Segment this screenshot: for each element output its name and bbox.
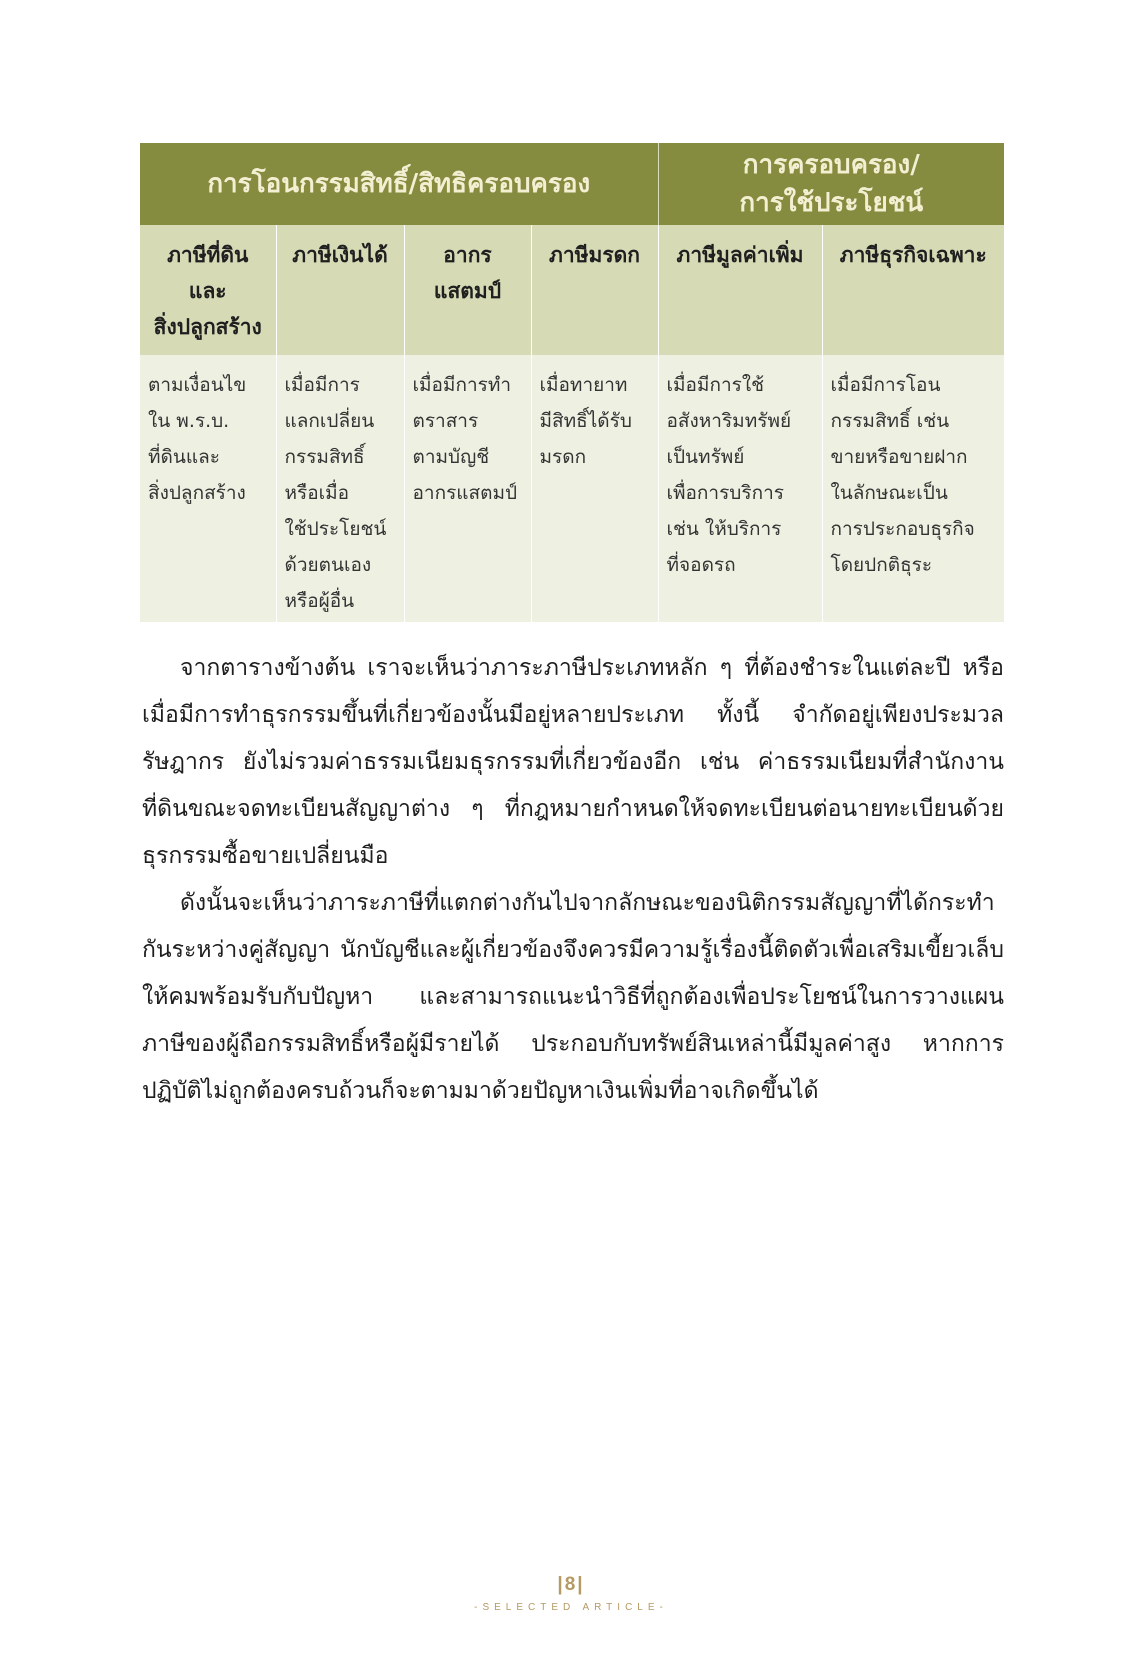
column-header-income-tax: ภาษีเงินได้: [276, 225, 404, 355]
table-cell-income-tax: เมื่อมีการ แลกเปลี่ยน กรรมสิทธิ์ หรือเมื่อ ใช้ประโยชน์ ด้วยตนเอง หรือผู้อื่น: [276, 355, 404, 622]
page-number: |8|: [557, 1574, 585, 1595]
table-cell-inheritance-tax: เมื่อทายาท มีสิทธิ์ได้รับ มรดก: [531, 355, 658, 622]
tax-table-container: [140, 143, 1004, 622]
article-paragraph: จากตารางข้างต้น เราจะเห็นว่าภาระภาษีประเภทหลัก ๆ ที่ต้องชำระในแต่ละปี หรือเมื่อมีการทำธุรกรรมขึ้นที่เกี่ยวข้องนั้นมีอยู่หลายประเภท ทั้งนี้ จำกัดอยู่เพียงประมวลรัษฎากร ยังไม่รวมค่าธรรมเนียมธุรกรรมที่เกี่ยวข้องอีก เช่น ค่าธรรมเนียมที่สำนักงานที่ดินขณะจดทะเบียนสัญญาต่าง ๆ ที่กฎหมายกำหนดให้จดทะเบียนต่อนายทะเบียนด้วยธุรกรรมซื้อขายเปลี่ยนมือ: [142, 655, 1004, 869]
article-paragraph: ดังนั้นจะเห็นว่าภาระภาษีที่แตกต่างกันไปจากลักษณะของนิติกรรมสัญญาที่ได้กระทำกันระหว่างคู่สัญญา นักบัญชีและผู้เกี่ยวข้องจึงควรมีความรู้เรื่องนี้ติดตัวเพื่อเสริมเขี้ยวเล็บให้คมพร้อมรับกับปัญหา และสามารถแนะนำวิธีที่ถูกต้องเพื่อประโยชน์ในการวางแผนภาษีของผู้ถือกรรมสิทธิ์หรือผู้มีรายได้ ประกอบกับทรัพย์สินเหล่านี้มีมูลค่าสูง หากการปฏิบัติไม่ถูกต้องครบถ้วนก็จะตามมาด้วยปัญหาเงินเพิ่มที่อาจเกิดขึ้นได้: [142, 890, 1004, 1104]
column-header-stamp-duty: อากร แสตมป์: [404, 225, 531, 355]
column-header-row: [140, 225, 1004, 355]
table-row: [140, 355, 1004, 622]
table-cell-vat: เมื่อมีการใช้ อสังหาริมทรัพย์ เป็นทรัพย์ เพื่อการบริการ เช่น ให้บริการ ที่จอดรถ: [658, 355, 822, 622]
tax-table: [140, 143, 1004, 622]
article-body: [142, 645, 1004, 1115]
column-header-specific-business-tax: ภาษีธุรกิจเฉพาะ: [822, 225, 1004, 355]
column-header-vat: ภาษีมูลค่าเพิ่ม: [658, 225, 822, 355]
section-label: -SELECTED ARTICLE-: [474, 1602, 668, 1613]
table-cell-land-tax: ตามเงื่อนไข ใน พ.ร.บ. ที่ดินและ สิ่งปลูกสร้าง: [140, 355, 276, 622]
group-header-row: [140, 143, 1004, 225]
table-cell-specific-business-tax: เมื่อมีการโอน กรรมสิทธิ์ เช่น ขายหรือขายฝาก ในลักษณะเป็น การประกอบธุรกิจ โดยปกติธุระ: [822, 355, 1004, 622]
column-header-inheritance-tax: ภาษีมรดก: [531, 225, 658, 355]
group-header-transfer: การโอนกรรมสิทธิ์/สิทธิครอบครอง: [140, 143, 658, 225]
group-header-possession: การครอบครอง/ การใช้ประโยชน์: [658, 143, 1004, 225]
page-footer: [0, 1574, 1142, 1613]
column-header-land-tax: ภาษีที่ดิน และ สิ่งปลูกสร้าง: [140, 225, 276, 355]
table-cell-stamp-duty: เมื่อมีการทำ ตราสาร ตามบัญชี อากรแสตมป์: [404, 355, 531, 622]
